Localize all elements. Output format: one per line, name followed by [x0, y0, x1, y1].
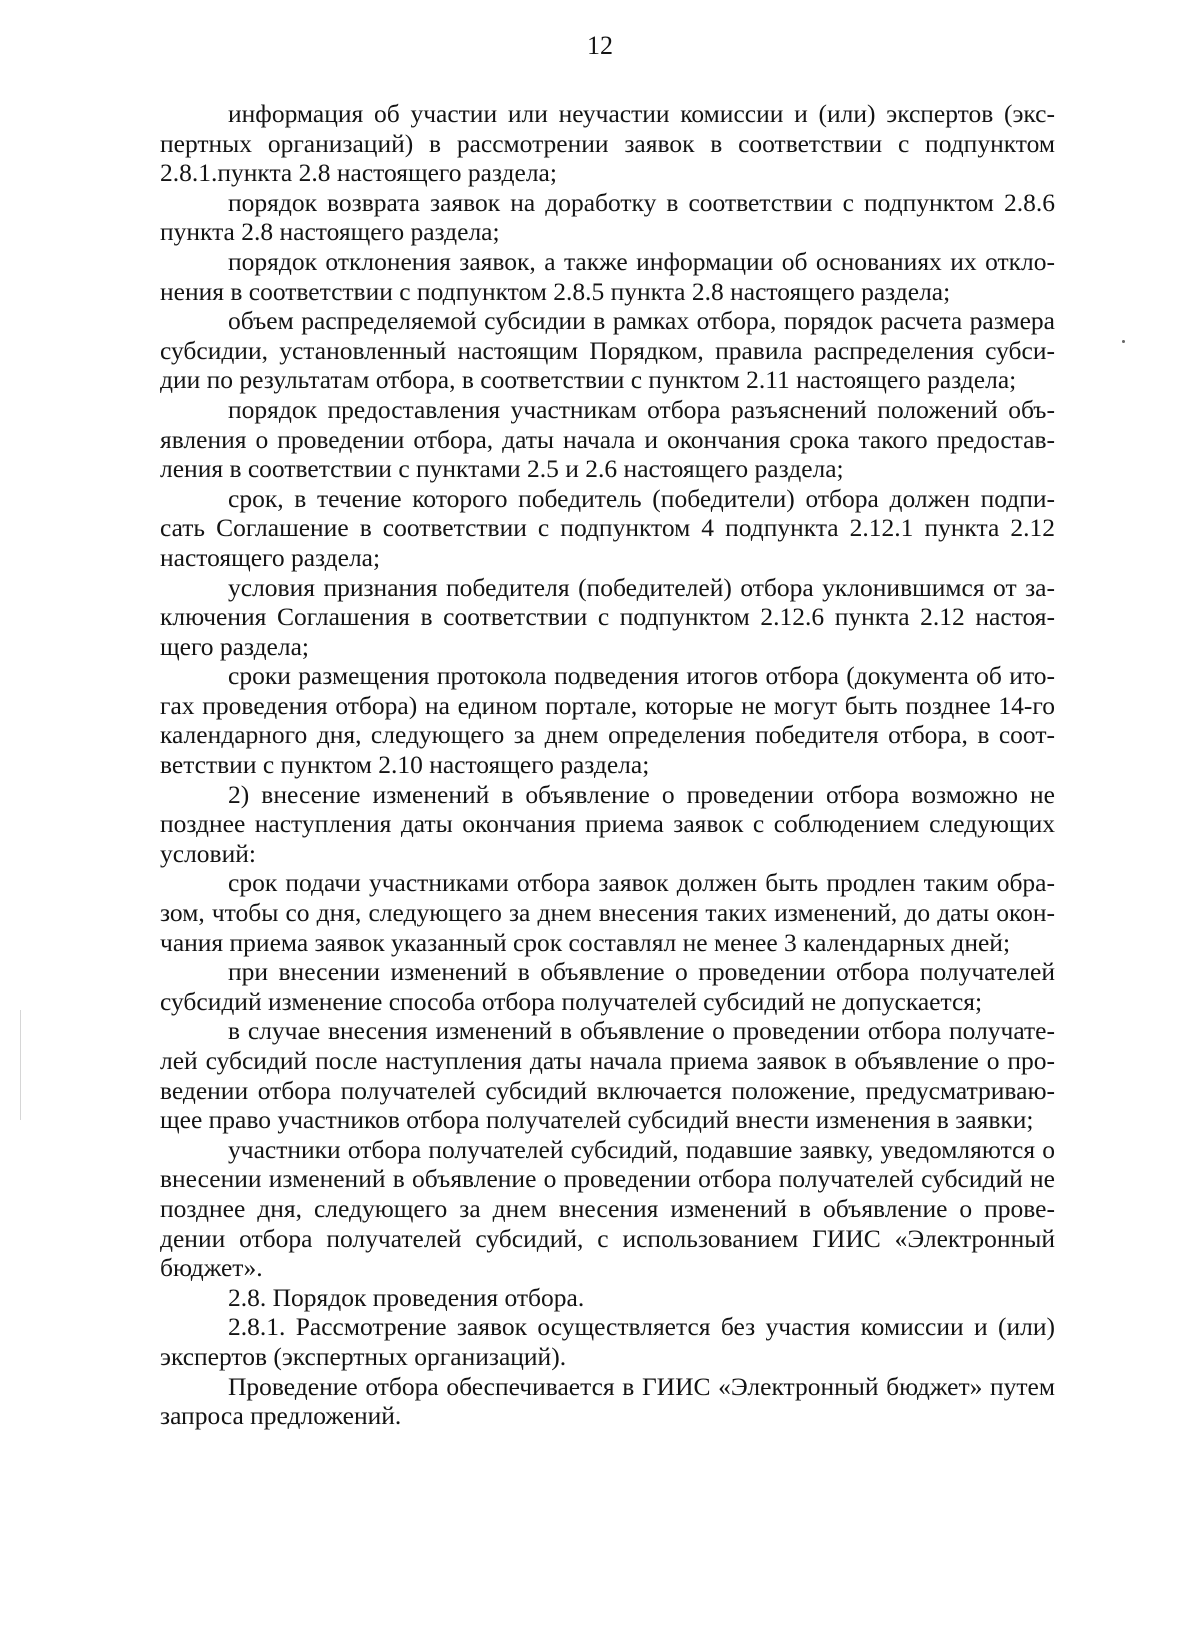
section-heading: 2.8. Порядок проведения отбора. [228, 1282, 585, 1312]
paragraph: порядок отклонения заявок, а также информации об основаниях их отклонения в соответствии с подпунктом 2.8.5 пункта 2.8 настоящего раздела; [160, 246, 1055, 306]
page-number: 12 [587, 31, 613, 60]
paragraph: при внесении изменений в объявление о проведении отбора получателей субсидий изменение способа отбора получателей субсидий не допускается; [160, 957, 1055, 1016]
paragraph: порядок возврата заявок на доработку в соответствии с подпунктом 2.8.6 пункта 2.8 настоящего раздела; [160, 187, 1055, 247]
paragraph: участники отбора получателей субсидий, подавшие заявку, уведомляются о внесении изменений в объявление о проведении отбора получателей субсидий не позднее дня, следующего за днем внесения изменений в объявление о проведении отбора получателей субсидий, с использованием ГИИС «Электронный бюджет». [160, 1134, 1055, 1283]
paragraph: порядок предоставления участникам отбора разъяснений положений объявления о проведении отбора, даты начала и окончания срока такого предоставления в соответствии с пунктами 2.5 и 2.6 настоящего раздела; [160, 394, 1055, 484]
paragraph: объем распределяемой субсидии в рамках отбора, порядок расчета размера субсидии, установленный настоящим Порядком, правила распределения субсидии по результатам отбора, в соответствии с пунктом 2.11 настоящего раздела; [160, 306, 1055, 395]
document-body [160, 99, 1055, 1431]
paragraph: срок, в течение которого победитель (победители) отбора должен подписать Соглашение в соответствии с подпунктом 4 подпункта 2.12.1 пункта 2.12 настоящего раздела; [160, 483, 1055, 572]
paragraph: 2) внесение изменений в объявление о проведении отбора возможно не позднее наступления даты окончания приема заявок с соблюдением следующих условий: [160, 779, 1055, 868]
paragraph: срок подачи участниками отбора заявок должен быть продлен таким образом, чтобы со дня, следующего за днем внесения таких изменений, до даты окончания приема заявок указанный срок составлял не менее 3 календарных дней; [160, 868, 1055, 957]
paragraph: Проведение отбора обеспечивается в ГИИС «Электронный бюджет» путем запроса предложений. [160, 1371, 1055, 1431]
paragraph: 2.8.1. Рассмотрение заявок осуществляется без участия комиссии и (или) экспертов (экспертных организаций). [160, 1312, 1055, 1371]
paragraph: в случае внесения изменений в объявление о проведении отбора получателей субсидий после наступления даты начала приема заявок в объявление о проведении отбора получателей субсидий включается положение, предусматривающее право участников отбора получателей субсидий внести изменения в заявки; [160, 1016, 1055, 1135]
paragraph: условия признания победителя (победителей) отбора уклонившимся от заключения Соглашения в соответствии с подпунктом 2.12.6 пункта 2.12 настоящего раздела; [160, 572, 1055, 661]
scan-margin-line [20, 1010, 21, 1120]
scan-speck [1122, 340, 1125, 343]
paragraph: сроки размещения протокола подведения итогов отбора (документа об итогах проведения отбора) на едином портале, которые не могут быть позднее 14-го календарного дня, следующего за днем определения победителя отбора, в соответствии с пунктом 2.10 настоящего раздела; [160, 661, 1055, 780]
paragraph: информация об участии или неучастии комиссии и (или) экспертов (экспертных организаций) в рассмотрении заявок в соответствии с подпунктом 2.8.1.пункта 2.8 настоящего раздела; [160, 99, 1055, 188]
